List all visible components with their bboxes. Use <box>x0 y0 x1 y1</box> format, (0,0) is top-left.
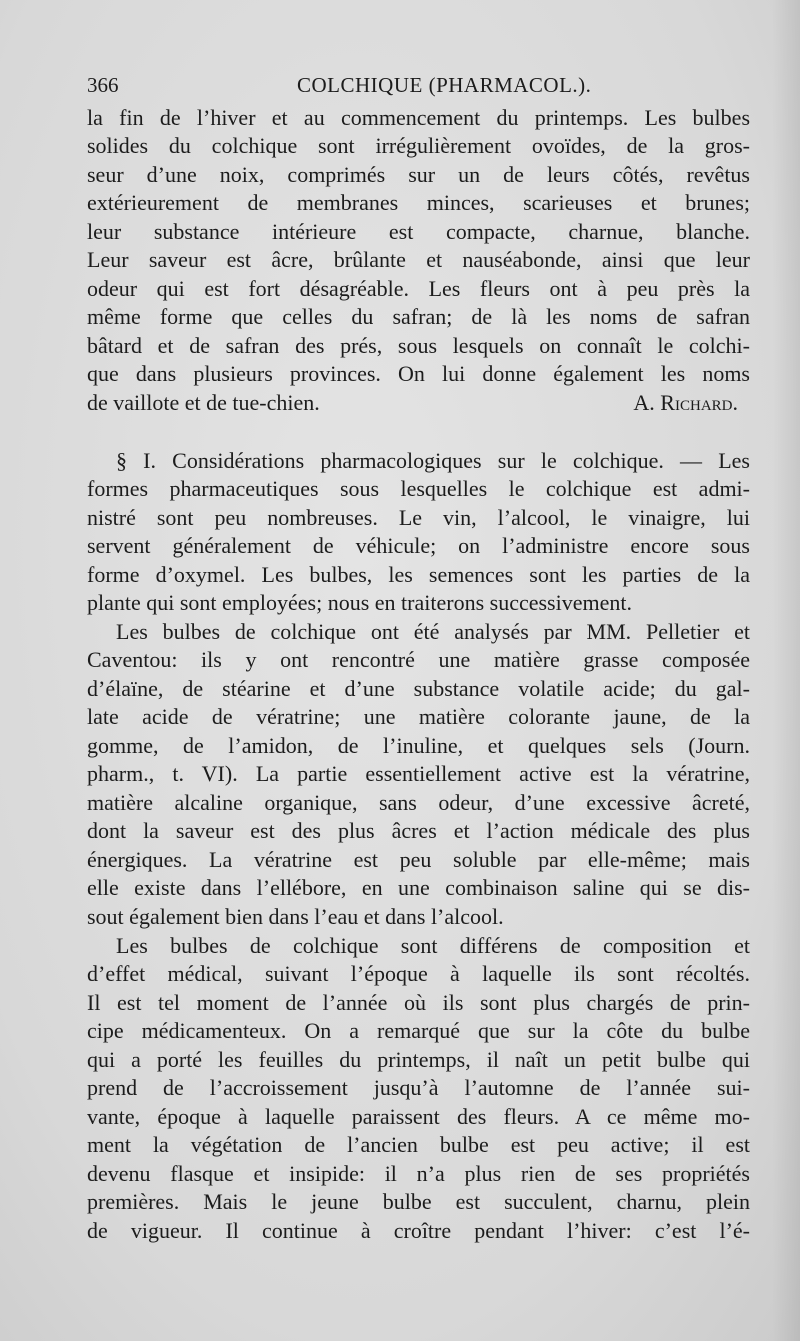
text-line: dont la saveur est des plus âcres et l’action médicale des plus <box>87 818 750 843</box>
text-line: de vaillote et de tue-chien. <box>87 390 320 415</box>
author-signature: A. Richard. <box>633 390 738 415</box>
text-line: prend de l’accroissement jusqu’à l’automne de l’année sui- <box>87 1075 750 1100</box>
text-line: la fin de l’hiver et au commencement du printemps. Les bulbes <box>87 105 750 130</box>
text-line: d’effet médical, suivant l’époque à laquelle ils sont récoltés. <box>87 961 750 986</box>
text-line: premières. Mais le jeune bulbe est succulent, charnu, plein <box>87 1189 750 1214</box>
text-line: odeur qui est fort désagréable. Les fleurs ont à peu près la <box>87 276 750 301</box>
text-line: elle existe dans l’ellébore, en une combinaison saline qui se dis- <box>87 875 750 900</box>
text-line: solides du colchique sont irrégulièrement ovoïdes, de la gros- <box>87 133 750 158</box>
text-line: formes pharmaceutiques sous lesquelles le colchique est admi- <box>87 476 750 501</box>
text-line: Les bulbes de colchique ont été analysés par MM. Pelletier et <box>116 619 750 644</box>
running-head: COLCHIQUE (PHARMACOL.). <box>297 73 592 97</box>
text-line: Il est tel moment de l’année où ils sont plus chargés de prin- <box>87 990 750 1015</box>
text-line: Caventou: ils y ont rencontré une matière grasse composée <box>87 647 750 672</box>
page-number: 366 <box>87 73 119 97</box>
text-line: seur d’une noix, comprimés sur un de leurs côtés, revêtus <box>87 162 750 187</box>
text-line: ment la végétation de l’ancien bulbe est peu active; il est <box>87 1132 750 1157</box>
text-line-with-signature <box>87 388 750 418</box>
text-line: devenu flasque et insipide: il n’a plus rien de ses propriétés <box>87 1161 750 1186</box>
text-line: gomme, de l’amidon, de l’inuline, et quelques sels (Journ. <box>87 733 750 758</box>
page-edge-shadow <box>772 0 800 1341</box>
text-line: late acide de vératrine; une matière colorante jaune, de la <box>87 704 750 729</box>
section-heading-line: § I. Considérations pharmacologiques sur le colchique. — Les <box>116 448 750 473</box>
text-line: que dans plusieurs provinces. On lui donne également les noms <box>87 361 750 386</box>
text-line: Leur saveur est âcre, brûlante et nauséabonde, ainsi que leur <box>87 247 750 272</box>
text-line: cipe médicamenteux. On a remarqué que sur la côte du bulbe <box>87 1018 750 1043</box>
text-line: d’élaïne, de stéarine et d’une substance volatile acide; du gal- <box>87 676 750 701</box>
text-line: extérieurement de membranes minces, scarieuses et brunes; <box>87 190 750 215</box>
text-line: énergiques. La vératrine est peu soluble par elle-même; mais <box>87 847 750 872</box>
text-line: vante, époque à laquelle paraissent des fleurs. A ce même mo- <box>87 1104 750 1129</box>
text-line: pharm., t. VI). La partie essentiellement active est la vératrine, <box>87 761 750 786</box>
text-line: qui a porté les feuilles du printemps, il naît un petit bulbe qui <box>87 1047 750 1072</box>
text-line: servent généralement de véhicule; on l’administre encore sous <box>87 533 750 558</box>
text-line: même forme que celles du safran; de là les noms de safran <box>87 304 750 329</box>
text-line: sout également bien dans l’eau et dans l’alcool. <box>87 904 504 929</box>
text-line: Les bulbes de colchique sont différens de composition et <box>116 933 750 958</box>
text-line: plante qui sont employées; nous en traiterons successivement. <box>87 590 632 615</box>
text-line: nistré sont peu nombreuses. Le vin, l’alcool, le vinaigre, lui <box>87 505 750 530</box>
text-line: leur substance intérieure est compacte, charnue, blanche. <box>87 219 750 244</box>
text-line: de vigueur. Il continue à croître pendant l’hiver: c’est l’é- <box>87 1218 750 1243</box>
text-line: matière alcaline organique, sans odeur, d’une excessive âcreté, <box>87 790 750 815</box>
text-line: bâtard et de safran des prés, sous lesquels on connaît le colchi- <box>87 333 750 358</box>
text-line: forme d’oxymel. Les bulbes, les semences sont les parties de la <box>87 562 750 587</box>
